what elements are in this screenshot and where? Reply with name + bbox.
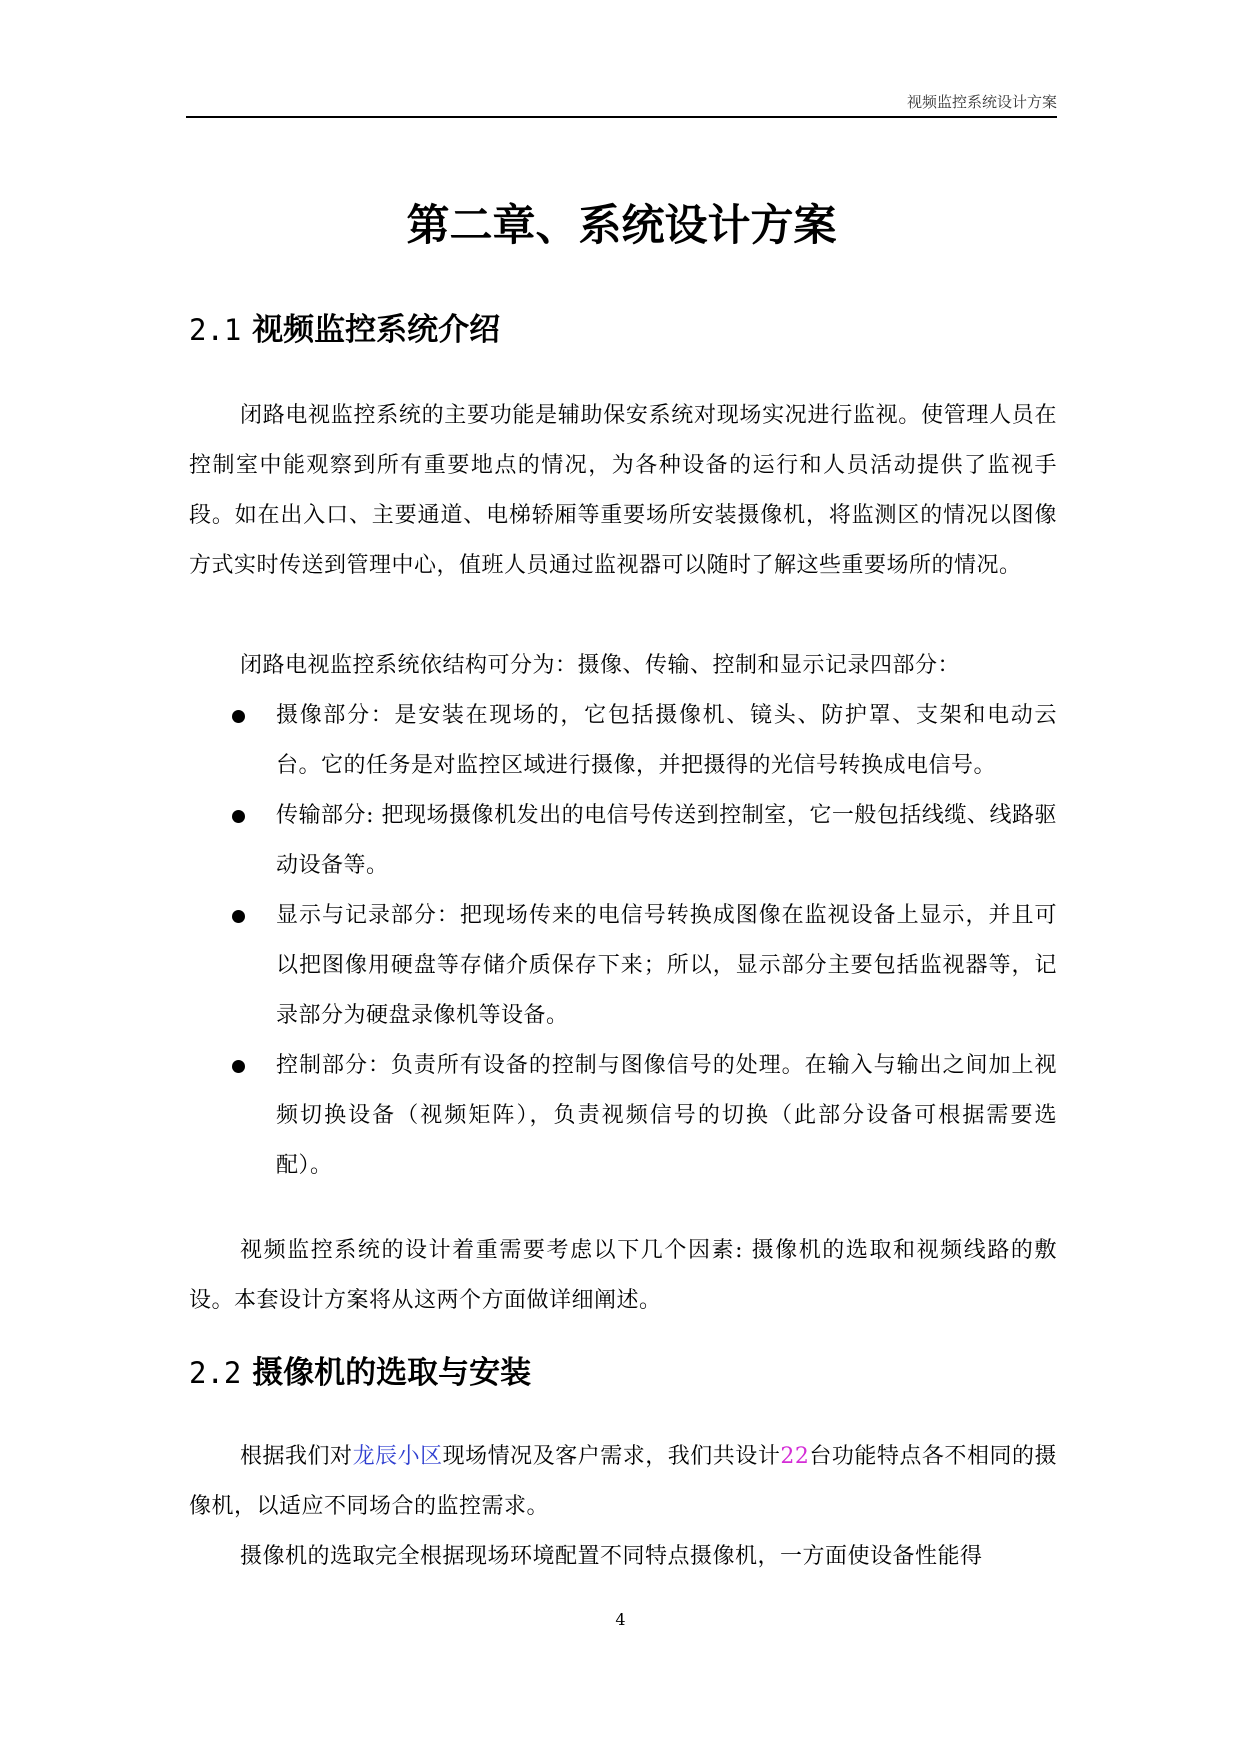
running-header: 视频监控系统设计方案 (186, 88, 1057, 118)
place-name: 龙辰小区 (352, 1444, 443, 1469)
component-list (189, 691, 1057, 1191)
chapter-title: 第二章、系统设计方案 (406, 201, 837, 251)
intro-paragraph: 闭路电视监控系统的主要功能是辅助保安系统对现场实况进行监视。使管理人员在控制室中能观察到所有重要地点的情况，为各种设备的运行和人员活动提供了监视手段。如在出入口、主要通道、电梯轿厢等重要场所安装摄像机，将监测区的情况以图像方式实时传送到管理中心，值班人员通过监视器可以随时了解这些重要场所的情况。 (189, 403, 1057, 578)
section-title: 视频监控系统介绍 (252, 312, 501, 348)
section-number: 2.2 (189, 1356, 242, 1390)
section-heading-2-2 (189, 1351, 531, 1395)
list-item (189, 791, 1057, 891)
section-heading-2-1 (189, 308, 500, 352)
structure-paragraph: 闭路电视监控系统依结构可分为：摄像、传输、控制和显示记录四部分： (240, 653, 961, 678)
list-item-text: 摄像部分：是安装在现场的，它包括摄像机、镜头、防护罩、支架和电动云台。它的任务是对监控区域进行摄像，并把摄得的光信号转换成电信号。 (276, 703, 1057, 778)
list-item (189, 1041, 1057, 1191)
page-number: 4 (615, 1610, 626, 1629)
bullet-icon (232, 710, 245, 723)
text-run: 现场情况及客户需求，我们共设计 (442, 1444, 781, 1469)
list-item-text: 传输部分: 把现场摄像机发出的电信号传送到控制室，它一般包括线缆、线路驱动设备等。 (276, 803, 1057, 878)
list-item-text: 控制部分：负责所有设备的控制与图像信号的处理。在输入与输出之间加上视频切换设备（视频矩阵），负责视频信号的切换（此部分设备可根据需要选配）。 (276, 1053, 1057, 1178)
section-number: 2.1 (189, 313, 242, 347)
camera-selection-paragraph: 摄像机的选取完全根据现场环境配置不同特点摄像机，一方面使设备性能得 (240, 1544, 983, 1569)
list-item (189, 891, 1057, 1041)
closing-paragraph: 视频监控系统的设计着重需要考虑以下几个因素: 摄像机的选取和视频线路的敷设。本套设计方案将从这两个方面做详细阐述。 (189, 1238, 1057, 1313)
bullet-icon (232, 910, 245, 923)
text-run: 台功能特点各不相同的摄像机，以适应不同场合的监控需求。 (189, 1444, 1057, 1519)
camera-count: 22 (780, 1444, 810, 1469)
section-title: 摄像机的选取与安装 (252, 1355, 532, 1391)
bullet-icon (232, 1060, 245, 1073)
text-run: 根据我们对 (240, 1444, 353, 1469)
list-item-text: 显示与记录部分：把现场传来的电信号转换成图像在监视设备上显示，并且可以把图像用硬盘等存储介质保存下来；所以，显示部分主要包括监视器等，记录部分为硬盘录像机等设备。 (276, 903, 1057, 1028)
list-item (189, 691, 1057, 791)
camera-count-paragraph (189, 1432, 1057, 1532)
bullet-icon (232, 810, 245, 823)
